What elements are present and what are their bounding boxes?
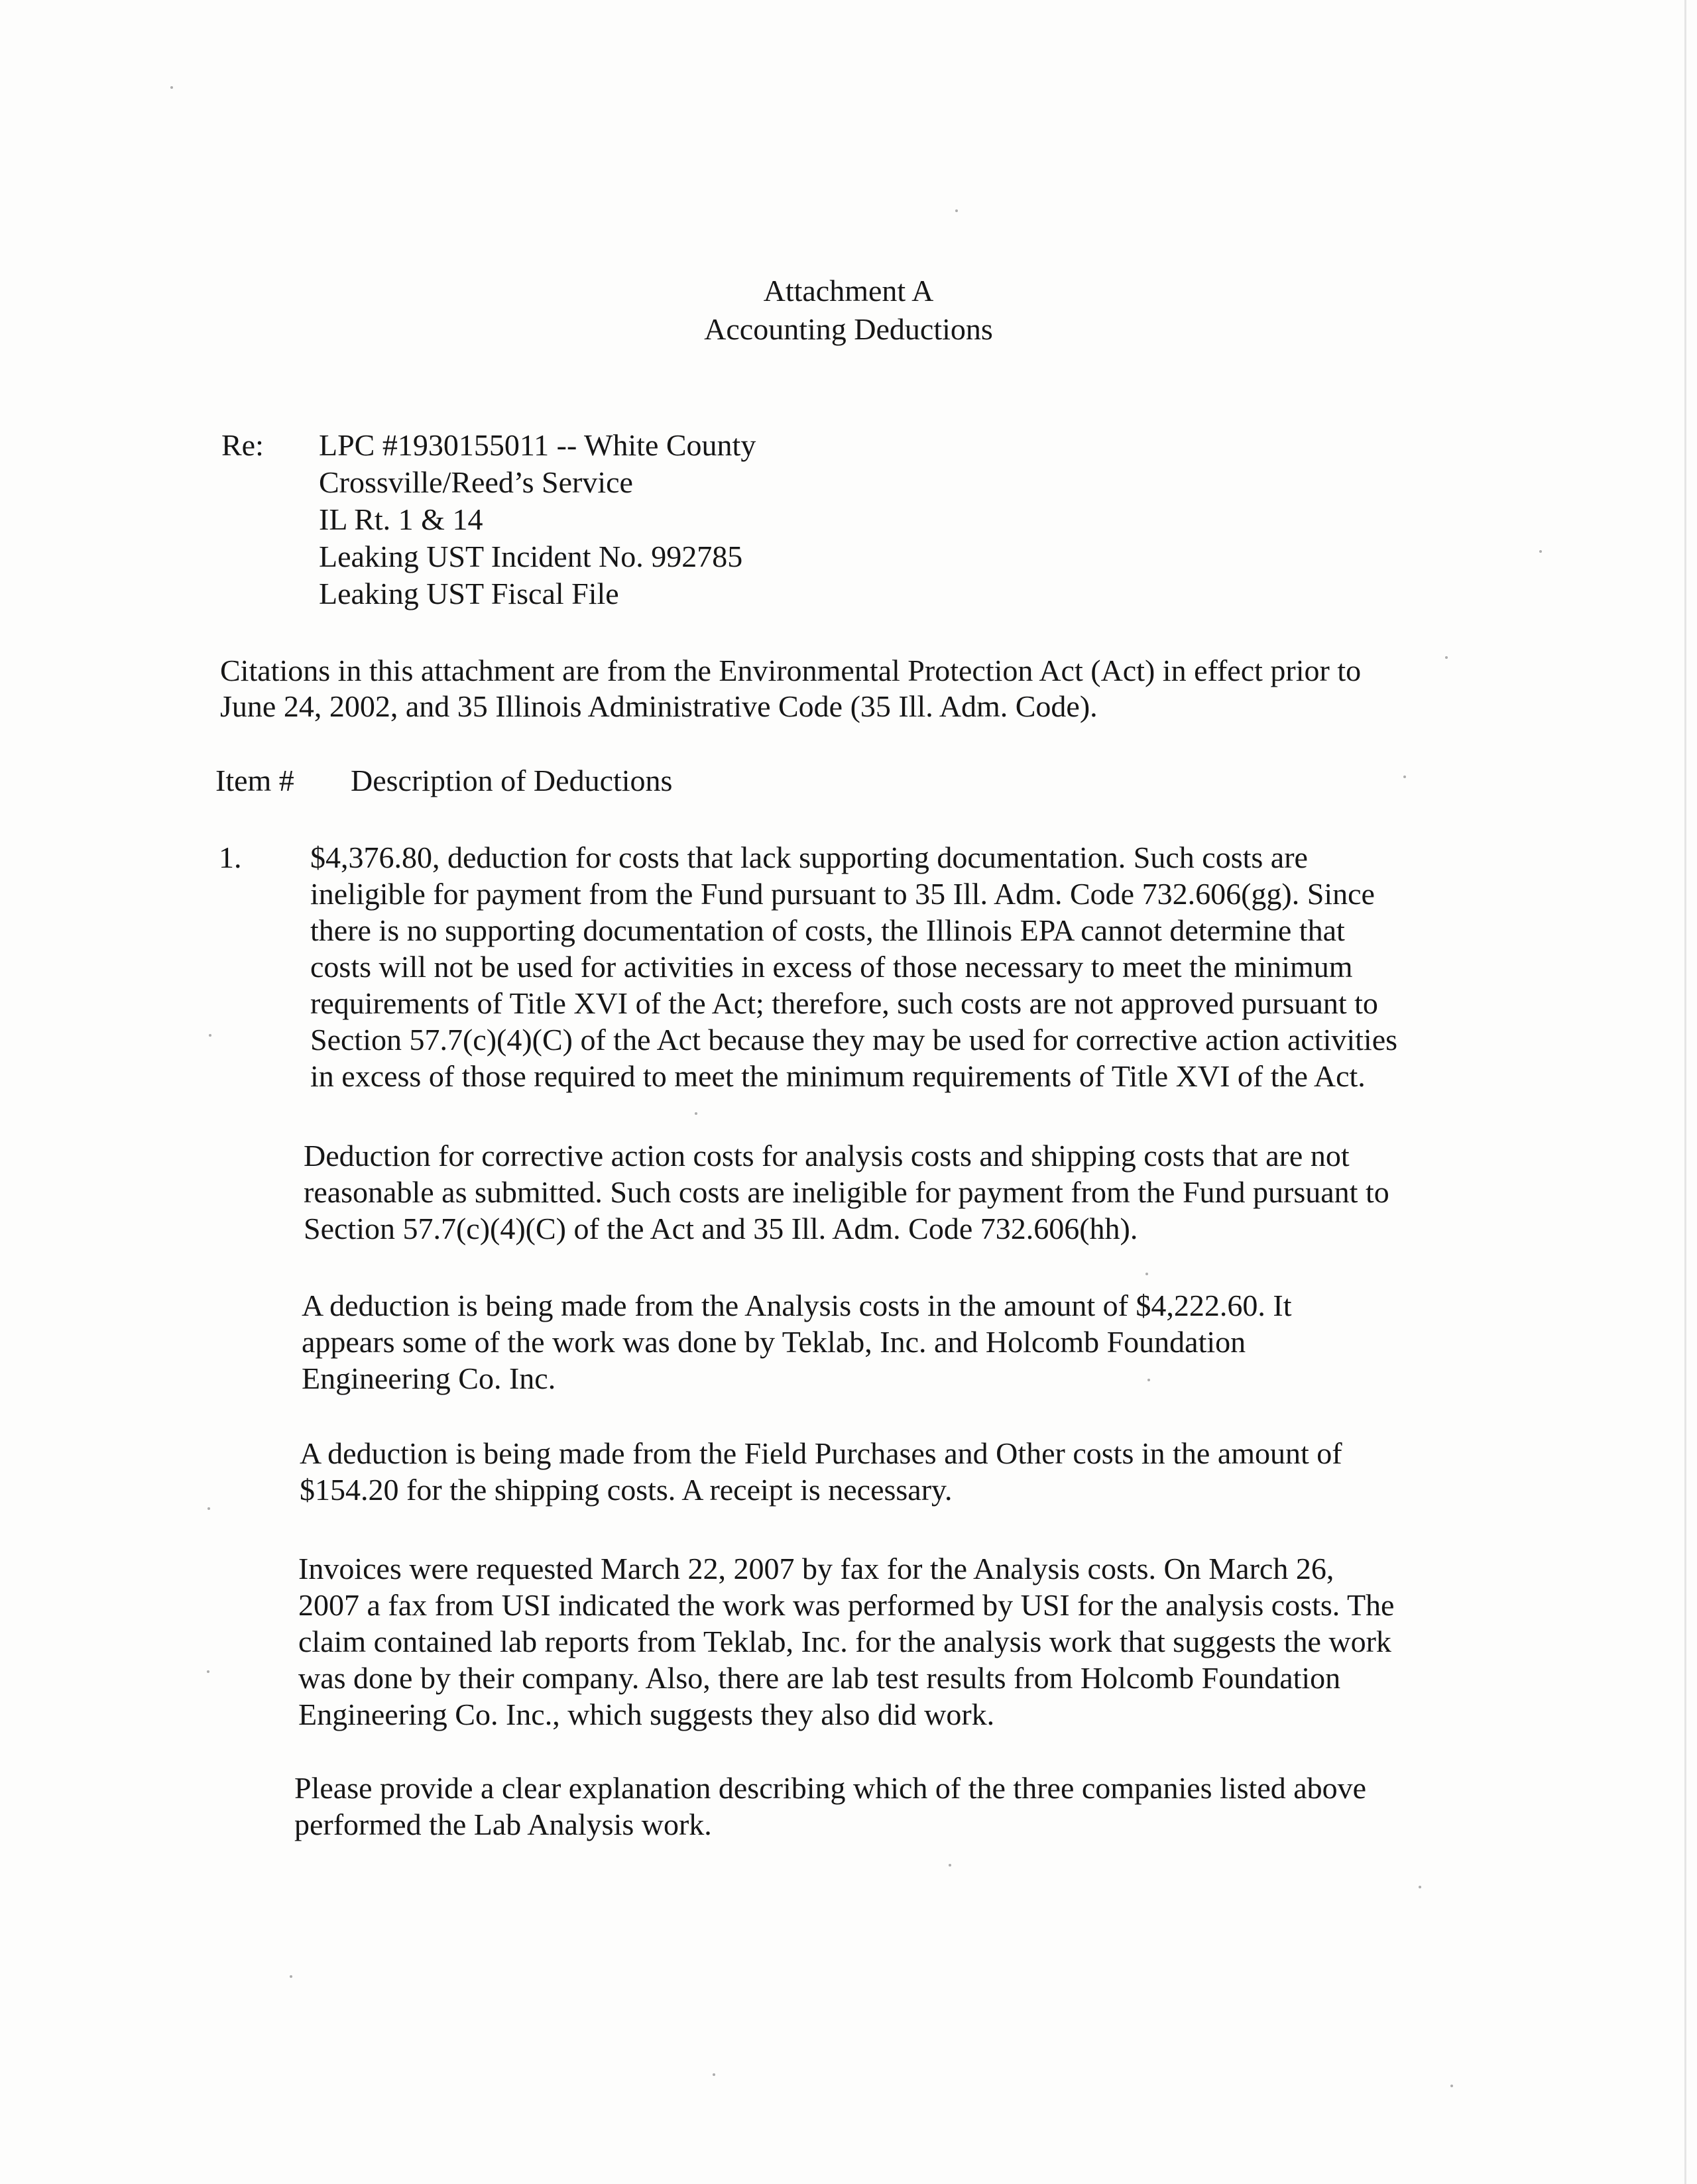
item-number: 1. — [219, 840, 242, 874]
deduction-paragraph — [304, 1137, 1484, 1247]
paragraph-line: performed the Lab Analysis work. — [294, 1808, 712, 1841]
paragraph-line: requirements of Title XVI of the Act; therefore, such costs are not approved pursuant to — [310, 986, 1378, 1020]
paragraph-line: Section 57.7(c)(4)(C) of the Act and 35 Ill. Adm. Code 732.606(hh). — [304, 1212, 1138, 1245]
deduction-paragraph — [300, 1435, 1480, 1508]
paragraph-line: Deduction for corrective action costs for analysis costs and shipping costs that are not — [304, 1139, 1350, 1173]
item-description-header: Description of Deductions — [351, 764, 673, 797]
paragraph-line: Engineering Co. Inc., which suggests they also did work. — [298, 1697, 995, 1731]
scan-speck — [1419, 1886, 1421, 1888]
paragraph-line: $4,376.80, deduction for costs that lack supporting documentation. Such costs are — [310, 840, 1308, 874]
scan-speck — [955, 209, 958, 212]
paragraph-line: there is no supporting documentation of costs, the Illinois EPA cannot determine that — [310, 913, 1345, 947]
re-block — [319, 427, 1247, 612]
paragraph-line: Section 57.7(c)(4)(C) of the Act because they may be used for corrective action activities — [310, 1023, 1398, 1057]
paragraph-line: $154.20 for the shipping costs. A receipt is necessary. — [300, 1473, 953, 1507]
deduction-paragraph — [310, 839, 1490, 1094]
scan-speck — [1145, 1273, 1148, 1275]
paragraph-line: in excess of those required to meet the minimum requirements of Title XVI of the Act. — [310, 1059, 1366, 1093]
scan-speck — [949, 1864, 951, 1867]
deduction-paragraph — [294, 1770, 1474, 1843]
re-line: Leaking UST Incident No. 992785 — [319, 540, 743, 573]
re-line: LPC #1930155011 -- White County — [319, 428, 756, 462]
scan-speck — [207, 1507, 210, 1510]
citation-note — [220, 653, 1513, 724]
re-label: Re: — [221, 428, 264, 462]
paragraph-line: reasonable as submitted. Such costs are ineligible for payment from the Fund pursuant to — [304, 1175, 1389, 1209]
paragraph-line: 2007 a fax from USI indicated the work was performed by USI for the analysis costs. The — [298, 1588, 1395, 1622]
attachment-title — [0, 272, 1697, 349]
item-number-header: Item # — [215, 764, 294, 797]
paragraph-line: ineligible for payment from the Fund pursuant to 35 Ill. Adm. Code 732.606(gg). Since — [310, 877, 1375, 911]
paragraph-line: costs will not be used for activities in excess of those necessary to meet the minimum — [310, 950, 1353, 984]
re-line: IL Rt. 1 & 14 — [319, 502, 483, 536]
paragraph-line: claim contained lab reports from Teklab, Inc. for the analysis work that suggests the work — [298, 1625, 1391, 1658]
scan-speck — [207, 1670, 209, 1673]
scan-speck — [1539, 550, 1542, 553]
scan-speck — [695, 1112, 697, 1115]
paragraph-line: appears some of the work was done by Teklab, Inc. and Holcomb Foundation — [302, 1325, 1246, 1359]
deduction-paragraph — [298, 1550, 1478, 1733]
scan-speck — [290, 1975, 292, 1978]
deduction-paragraph — [302, 1287, 1482, 1397]
citation-line: June 24, 2002, and 35 Illinois Administrative Code (35 Ill. Adm. Code). — [220, 689, 1098, 723]
scan-speck — [170, 86, 173, 89]
paragraph-line: A deduction is being made from the Field Purchases and Other costs in the amount of — [300, 1436, 1342, 1470]
paragraph-line: Please provide a clear explanation describing which of the three companies listed above — [294, 1771, 1367, 1805]
paragraph-line: Invoices were requested March 22, 2007 by fax for the Analysis costs. On March 26, — [298, 1552, 1334, 1585]
paragraph-line: A deduction is being made from the Analysis costs in the amount of $4,222.60. It — [302, 1289, 1292, 1322]
attachment-subheading: Accounting Deductions — [704, 312, 993, 346]
paragraph-line: was done by their company. Also, there are lab test results from Holcomb Foundation — [298, 1661, 1341, 1695]
citation-line: Citations in this attachment are from the Environmental Protection Act (Act) in effect prior to — [220, 654, 1362, 687]
re-line: Leaking UST Fiscal File — [319, 577, 619, 610]
attachment-heading: Attachment A — [763, 274, 934, 308]
scan-speck — [1403, 776, 1406, 778]
scan-speck — [713, 2073, 715, 2076]
paragraph-line: Engineering Co. Inc. — [302, 1361, 556, 1395]
re-line: Crossville/Reed’s Service — [319, 465, 633, 499]
scan-speck — [209, 1034, 211, 1037]
scan-speck — [1450, 2085, 1453, 2087]
